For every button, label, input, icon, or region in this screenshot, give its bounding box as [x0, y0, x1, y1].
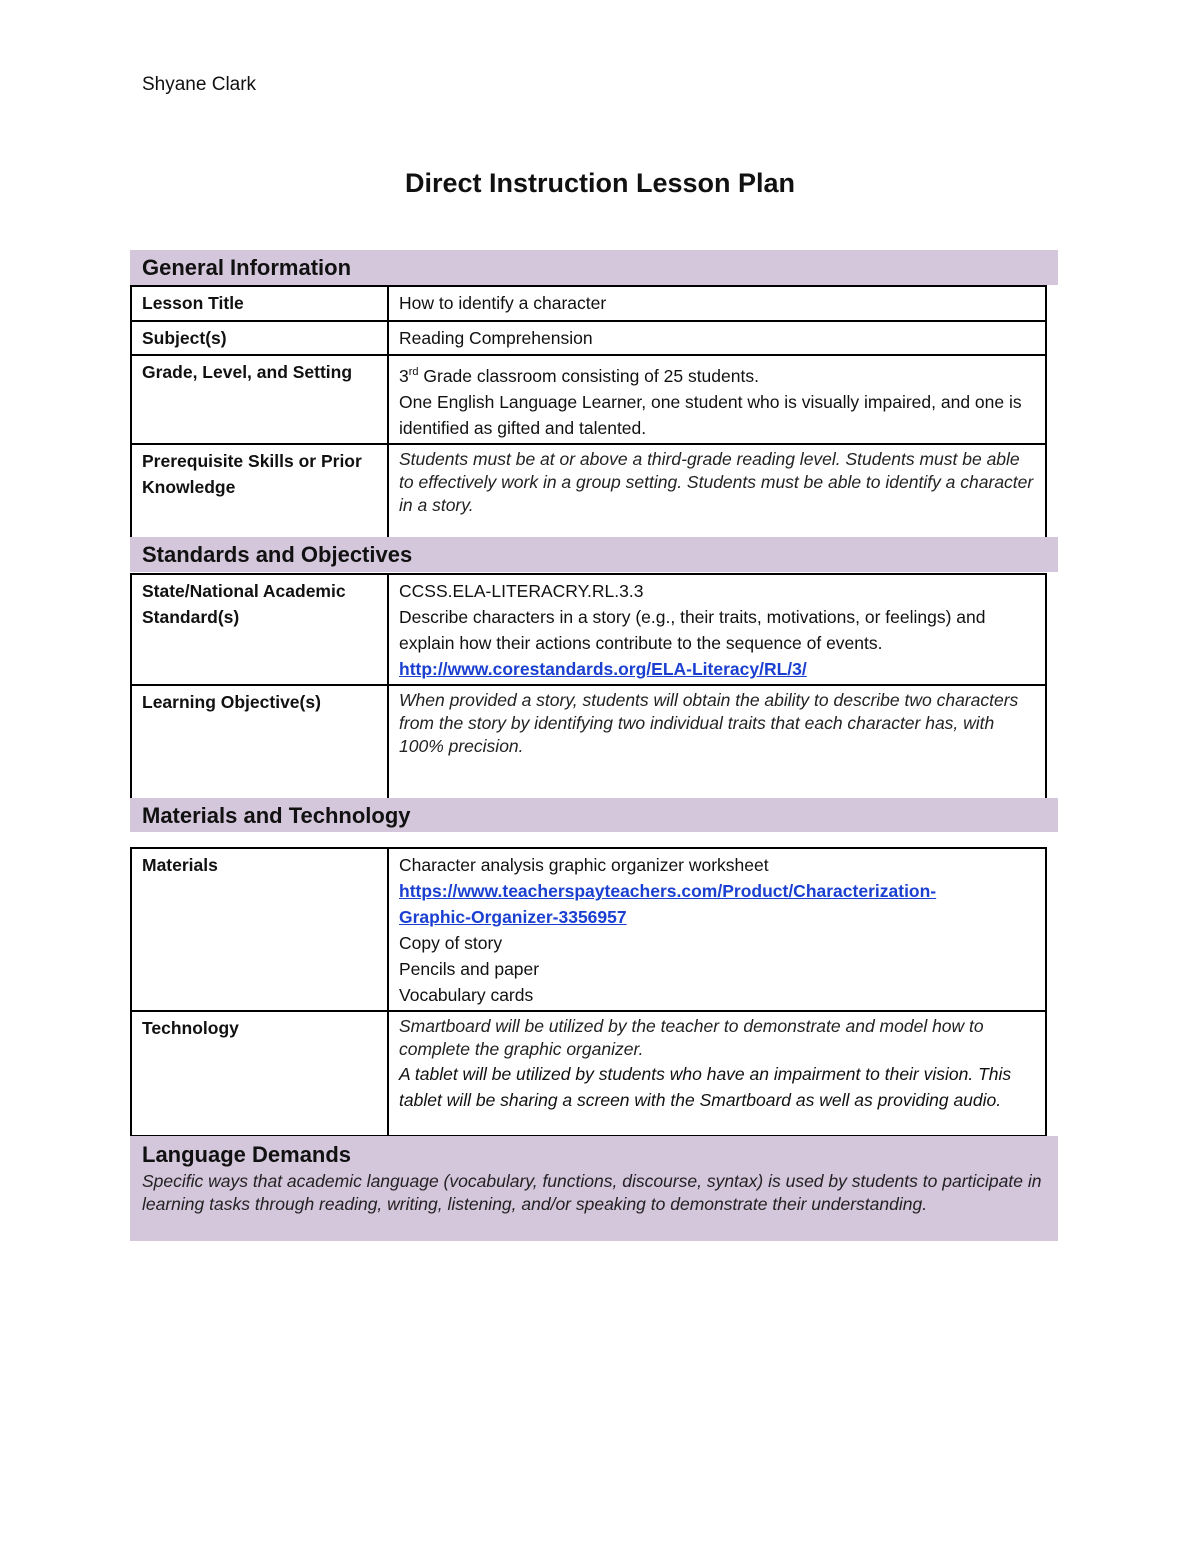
prereq-label: Prerequisite Skills or Prior Knowledge [131, 444, 388, 542]
table-row [131, 444, 1046, 542]
technology-tablet: A tablet will be utilized by students who have an impairment to their vision. This tablet will be sharing a screen with the Smartboard as well as providing audio. [399, 1064, 1012, 1110]
standard-label: State/National Academic Standard(s) [131, 574, 388, 685]
section-heading-standards: Standards and Objectives [130, 537, 1058, 572]
section-heading-general: General Information [130, 250, 1058, 285]
section-heading-language: Language Demands [142, 1142, 352, 1167]
materials-link[interactable]: https://www.teacherspayteachers.com/Product/Characterization-Graphic-Organizer-3356957 [399, 881, 937, 927]
technology-value [388, 1011, 1046, 1136]
objective-label: Learning Objective(s) [131, 685, 388, 801]
section-heading-materials: Materials and Technology [130, 798, 1058, 832]
table-row [131, 848, 1046, 1011]
subject-value: Reading Comprehension [388, 321, 1046, 355]
page-title: Direct Instruction Lesson Plan [404, 168, 796, 198]
language-demands-section [130, 1136, 1058, 1241]
materials-item: Copy of story [399, 933, 503, 953]
grade-suffix: rd [408, 366, 419, 378]
materials-item: Pencils and paper [399, 959, 540, 979]
grade-number: 3 [399, 365, 409, 386]
table-row [131, 685, 1046, 801]
standard-link[interactable]: http://www.corestandards.org/ELA-Literacy/RL/3/ [399, 659, 807, 679]
lesson-title-label: Lesson Title [131, 286, 388, 321]
grade-setting: One English Language Learner, one student who is visually impaired, and one is identified as gifted and talented. [399, 391, 1022, 438]
table-row [131, 286, 1046, 321]
materials-item: Character analysis graphic organizer worksheet [399, 855, 769, 875]
grade-value [388, 355, 1046, 444]
materials-value [388, 848, 1046, 1011]
lesson-title-value: How to identify a character [388, 286, 1046, 321]
materials-table [130, 847, 1047, 1137]
general-information-table [130, 285, 1047, 543]
standard-code: CCSS.ELA-LITERACRY.RL.3.3 [399, 581, 644, 601]
table-row [131, 574, 1046, 685]
standard-value [388, 574, 1046, 685]
technology-label: Technology [131, 1011, 388, 1136]
table-row [131, 1011, 1046, 1136]
author-name: Shyane Clark [142, 74, 257, 95]
technology-smartboard: Smartboard will be utilized by the teacher to demonstrate and model how to complete the graphic organizer. [399, 1016, 984, 1059]
subject-label: Subject(s) [131, 321, 388, 355]
objective-value [388, 685, 1046, 801]
prereq-value [388, 444, 1046, 542]
table-row [131, 321, 1046, 355]
table-row [131, 355, 1046, 444]
standard-description: Describe characters in a story (e.g., their traits, motivations, or feelings) and explain how their actions contribute to the sequence of events. [399, 607, 986, 653]
standards-table [130, 573, 1047, 802]
language-description: Specific ways that academic language (vocabulary, functions, discourse, syntax) is used by students to participate in learning tasks through reading, writing, listening, and/or speaking to demonstrate their understanding. [142, 1171, 1042, 1214]
materials-item: Vocabulary cards [399, 985, 534, 1005]
materials-label: Materials [131, 848, 388, 1011]
grade-label: Grade, Level, and Setting [131, 355, 388, 444]
objective-text: When provided a story, students will obtain the ability to describe two characters from the story by identifying two individual traits that each character has, with 100% precision. [399, 690, 1019, 756]
prereq-text: Students must be at or above a third-grade reading level. Students must be able to effectively work in a group setting. Students must be able to identify a character in a story. [399, 448, 1034, 515]
grade-description: Grade classroom consisting of 25 students. [418, 365, 759, 386]
